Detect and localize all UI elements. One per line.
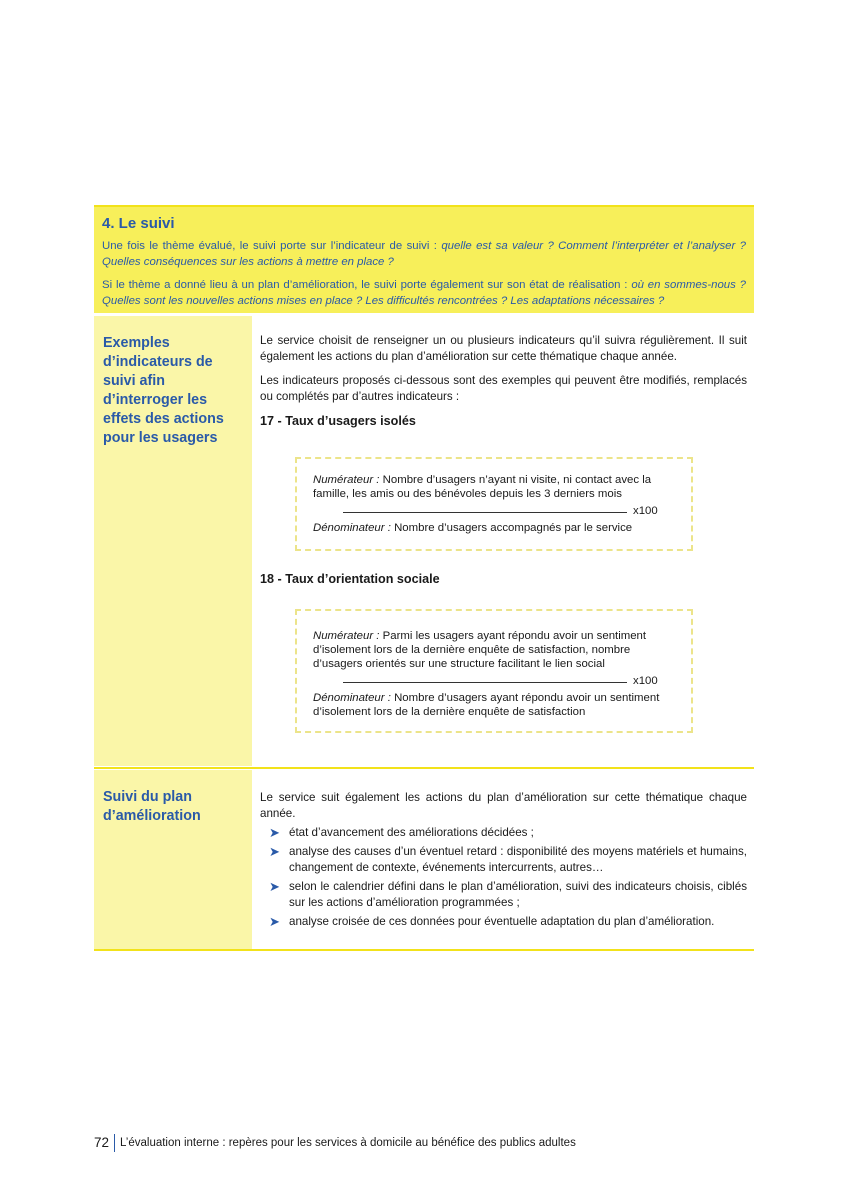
footer-text: L’évaluation interne : repères pour les services à domicile au bénéfice des publics adultes: [120, 1137, 576, 1149]
indicators-body: [260, 333, 747, 429]
section-title: 4. Le suivi: [102, 215, 175, 232]
arrow-right-icon: ➤: [269, 844, 280, 859]
list-item: ➤ état d’avancement des améliorations décidées ;: [269, 825, 534, 840]
improvement-intro: Le service suit également les actions du plan d’amélioration sur cette thématique chaque année.: [260, 791, 747, 820]
indicators-intro-1: Le service choisit de renseigner un ou plusieurs indicateurs qu’il suivra régulièrement. Il suit également les actions du plan d’amélioration sur cette thématique chaque année.: [260, 334, 747, 363]
indicator-18-heading: [260, 571, 747, 587]
section-header: [94, 205, 754, 313]
header-paragraph-1: Une fois le thème évalué, le suivi porte sur l’indicateur de suivi : quelle est sa valeur ? Comment l’interpréter et l’analyser ? Quelles conséquences sur les actions à mettre en place ?: [102, 240, 746, 268]
section-bottom-rule: [94, 949, 754, 951]
section-divider: [94, 767, 754, 769]
indicators-intro-2: Les indicateurs proposés ci-dessous sont des exemples qui peuvent être modifiés, remplacés ou complétés par d’autres indicateurs :: [260, 374, 747, 403]
improvement-list: [260, 825, 747, 930]
improvement-sidebar-title: Suivi du plan d’amélioration: [103, 789, 201, 824]
numerator: Numérateur : Nombre d’usagers n’ayant ni visite, ni contact avec la famille, les amis ou des bénévoles depuis les 3 derniers mois: [313, 474, 652, 500]
multiplier: x100: [633, 505, 658, 517]
indicator-18-title: 18 - Taux d’orientation sociale: [260, 572, 440, 586]
list-item: ➤ selon le calendrier défini dans le plan d’amélioration, suivi des indicateurs choisis, ciblés sur les actions d’amélioration programmées ;: [269, 879, 747, 909]
indicator-17-formula: [295, 457, 693, 551]
page-footer: [94, 1133, 576, 1153]
fraction-line: [343, 512, 627, 513]
denominator: Dénominateur : Nombre d’usagers accompagnés par le service: [313, 522, 633, 534]
arrow-right-icon: ➤: [269, 825, 280, 840]
page-number: 72: [94, 1134, 115, 1152]
denominator: Dénominateur : Nombre d’usagers ayant répondu avoir un sentiment d’isolement lors de la dernière enquête de satisfaction: [313, 692, 660, 718]
header-paragraph-2: Si le thème a donné lieu à un plan d’amélioration, le suivi porte également sur son état de réalisation : où en sommes-nous ? Quelles sont les nouvelles actions mises en place ? Les difficultés rencontrées ? Les adaptations nécessaires ?: [102, 279, 746, 307]
list-item: ➤ analyse des causes d’un éventuel retard : disponibilité des moyens matériels et humains, changement de contexte, événements intercurrents, autres…: [269, 844, 747, 874]
indicators-sidebar: [94, 316, 252, 766]
indicator-18-formula: [295, 609, 693, 733]
numerator: Numérateur : Parmi les usagers ayant répondu avoir un sentiment d’isolement lors de la dernière enquête de satisfaction, nombre d’usagers orientés sur une structure facilitant le lien social: [313, 630, 647, 670]
indicator-17-title: 17 - Taux d’usagers isolés: [260, 414, 416, 428]
arrow-right-icon: ➤: [269, 879, 280, 894]
fraction-line: [343, 682, 627, 683]
arrow-right-icon: ➤: [269, 914, 280, 929]
improvement-sidebar: [94, 770, 252, 950]
indicators-sidebar-title: Exemples d’indicateurs de suivi afin d’interroger les effets des actions pour les usagers: [103, 335, 224, 446]
multiplier: x100: [633, 675, 658, 687]
list-item: ➤ analyse croisée de ces données pour éventuelle adaptation du plan d’amélioration.: [269, 914, 715, 929]
improvement-body: [260, 790, 747, 933]
